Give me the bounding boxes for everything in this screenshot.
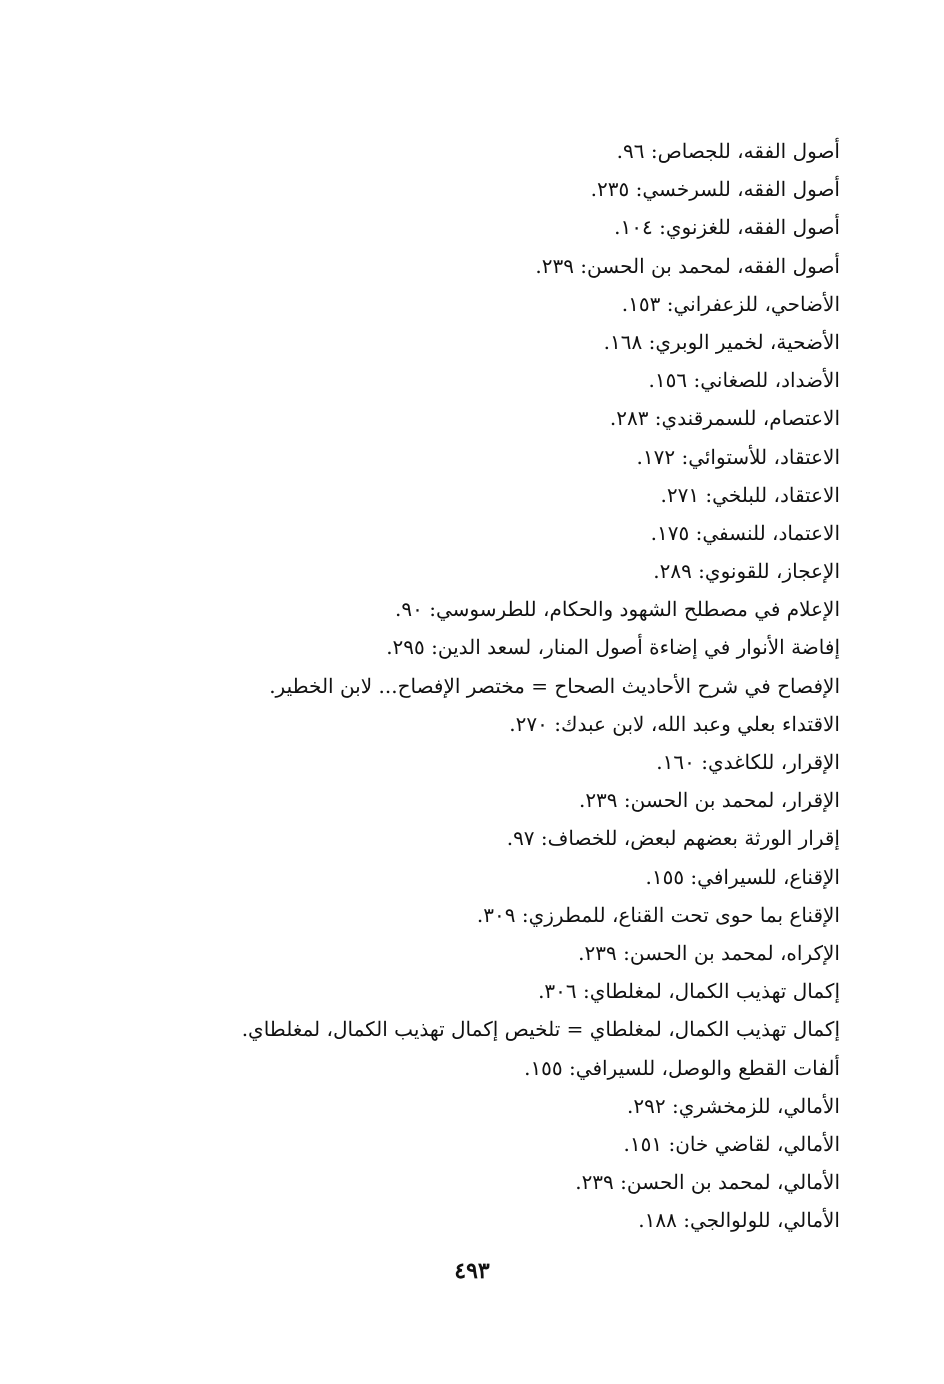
index-entry: الأمالي، للولوالجي: ١٨٨. [638,1208,840,1233]
index-entry: الاعتقاد، للأستوائي: ١٧٢. [636,444,840,469]
index-entry: الإقرار، لمحمد بن الحسن: ٢٣٩. [578,788,840,813]
index-entry: الأمالي، للزمخشري: ٢٩٢. [627,1093,840,1118]
index-entry: إقرار الورثة بعضهم لبعض، للخصاف: ٩٧. [506,826,840,851]
page-number: ٤٩٣ [454,1258,490,1284]
index-entry: أصول الفقه، لمحمد بن الحسن: ٢٣٩. [535,253,840,278]
index-entry: إكمال تهذيب الكمال، لمغلطاي: ٣٠٦. [538,979,840,1004]
index-entry: الإقناع، للسيرافي: ١٥٥. [645,864,840,889]
index-entry: الإفصاح في شرح الأحاديث الصحاح = مختصر الإفصاح... لابن الخطير. [269,673,840,698]
index-entry: أصول الفقه، للغزنوي: ١٠٤. [614,215,840,240]
index-entry: الاعتقاد، للبلخي: ٢٧١. [660,482,840,507]
index-entry: إكمال تهذيب الكمال، لمغلطاي = تلخيص إكمال تهذيب الكمال، لمغلطاي. [241,1017,840,1042]
index-entry: ألفات القطع والوصل، للسيرافي: ١٥٥. [524,1055,840,1080]
index-entry: إفاضة الأنوار في إضاءة أصول المنار، لسعد الدين: ٢٩٥. [386,635,840,660]
index-entry: الإعجاز، للقونوي: ٢٨٩. [653,559,840,584]
index-entry: الأضاحي، للزعفراني: ١٥٣. [621,291,840,316]
index-entry: الاعتصام، للسمرقندي: ٢٨٣. [609,406,840,431]
index-entry: الأضحية، لخمير الوبري: ١٦٨. [603,329,840,354]
index-entry: الأضداد، للصغاني: ١٥٦. [648,368,840,393]
index-entry: الإقرار، للكاغدي: ١٦٠. [656,750,840,774]
index-entry: أصول الفقه، للجصاص: ٩٦. [616,139,840,163]
index-entry: الاقتداء بعلي وعبد الله، لابن عبدك: ٢٧٠. [509,711,840,736]
index-entry: الاعتماد، للنسفي: ١٧٥. [650,520,840,545]
index-entry: الأمالي، لمحمد بن الحسن: ٢٣٩. [575,1170,840,1195]
index-entry: الإعلام في مصطلح الشهود والحكام، للطرسوسي: ٩٠. [395,597,840,622]
index-entry: الإكراه، لمحمد بن الحسن: ٢٣٩. [578,940,840,965]
index-entry: أصول الفقه، للسرخسي: ٢٣٥. [590,177,840,202]
index-entry-list [140,132,840,1239]
index-entry: الأمالي، لقاضي خان: ١٥١. [623,1131,840,1156]
index-entry: الإقناع بما حوى تحت القناع، للمطرزي: ٣٠٩. [476,902,840,927]
